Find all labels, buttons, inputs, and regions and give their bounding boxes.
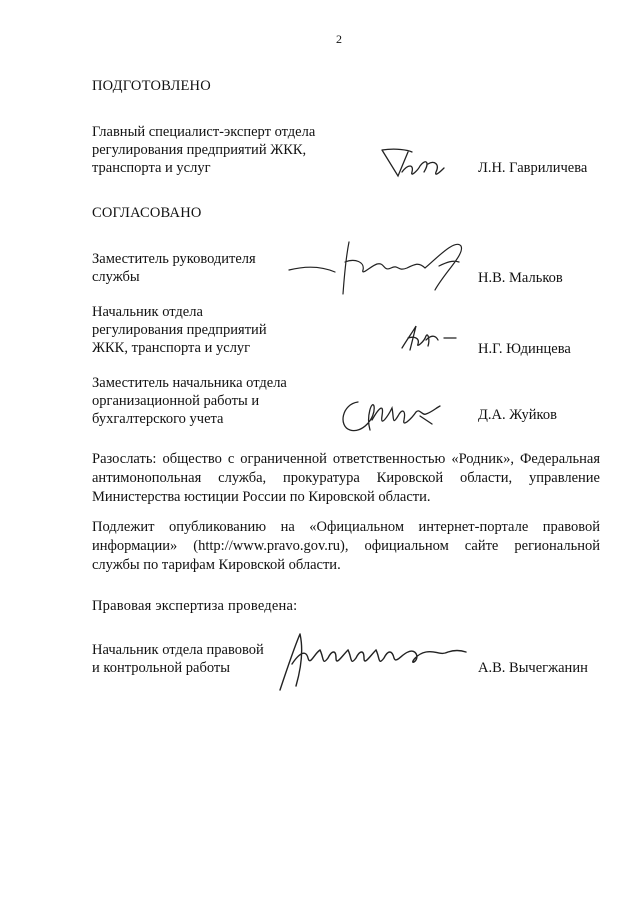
- agreed-heading: СОГЛАСОВАНО: [92, 205, 202, 221]
- signer-name: Д.А. Жуйков: [478, 407, 557, 423]
- legal-review-heading: Правовая экспертиза проведена:: [92, 598, 298, 614]
- position-line: транспорта и услуг: [92, 160, 211, 176]
- signer-name: Н.В. Мальков: [478, 270, 563, 286]
- position-line: регулирования предприятий ЖКК,: [92, 142, 307, 158]
- signer-position: [92, 303, 267, 357]
- position-line: организационной работы и: [92, 393, 260, 409]
- signer-position: [92, 374, 287, 428]
- signer-name: Л.Н. Гавриличева: [478, 160, 588, 176]
- prepared-position: [92, 123, 315, 177]
- position-line: бухгалтерского учета: [92, 411, 224, 427]
- position-line: службы: [92, 269, 140, 285]
- signer-name: А.В. Вычегжанин: [478, 660, 588, 676]
- signature-yudintseva: [398, 322, 460, 352]
- distribution-paragraph: Разослать: общество с ограниченной ответственностью «Родник», Федеральная антимонопольная служба, прокуратура Кировской области, управление Министерства юстиции России по Кировской области.: [92, 451, 600, 505]
- signature-vychegzhanin: [270, 628, 470, 694]
- signature-gavrilicheva: [378, 142, 448, 182]
- publication-paragraph: Подлежит опубликованию на «Официальном интернет-портале правовой информации» (http://www.pravo.gov.ru), официальном сайте региональной службы по тарифам Кировской области.: [92, 519, 600, 573]
- position-line: Начальник отдела: [92, 304, 203, 320]
- position-line: Начальник отдела правовой: [92, 642, 264, 658]
- position-line: и контрольной работы: [92, 660, 230, 676]
- page-number: 2: [336, 32, 342, 46]
- signer-position: [92, 250, 256, 286]
- position-line: Заместитель руководителя: [92, 251, 256, 267]
- signer-name: Н.Г. Юдинцева: [478, 341, 571, 357]
- prepared-heading: ПОДГОТОВЛЕНО: [92, 78, 211, 94]
- position-line: регулирования предприятий: [92, 322, 267, 338]
- legal-review-position: [92, 641, 264, 677]
- position-line: Заместитель начальника отдела: [92, 375, 287, 391]
- position-line: Главный специалист-эксперт отдела: [92, 124, 316, 140]
- signature-malkov: [285, 232, 465, 302]
- signature-zhuikov: [336, 396, 446, 438]
- position-line: ЖКК, транспорта и услуг: [92, 340, 251, 356]
